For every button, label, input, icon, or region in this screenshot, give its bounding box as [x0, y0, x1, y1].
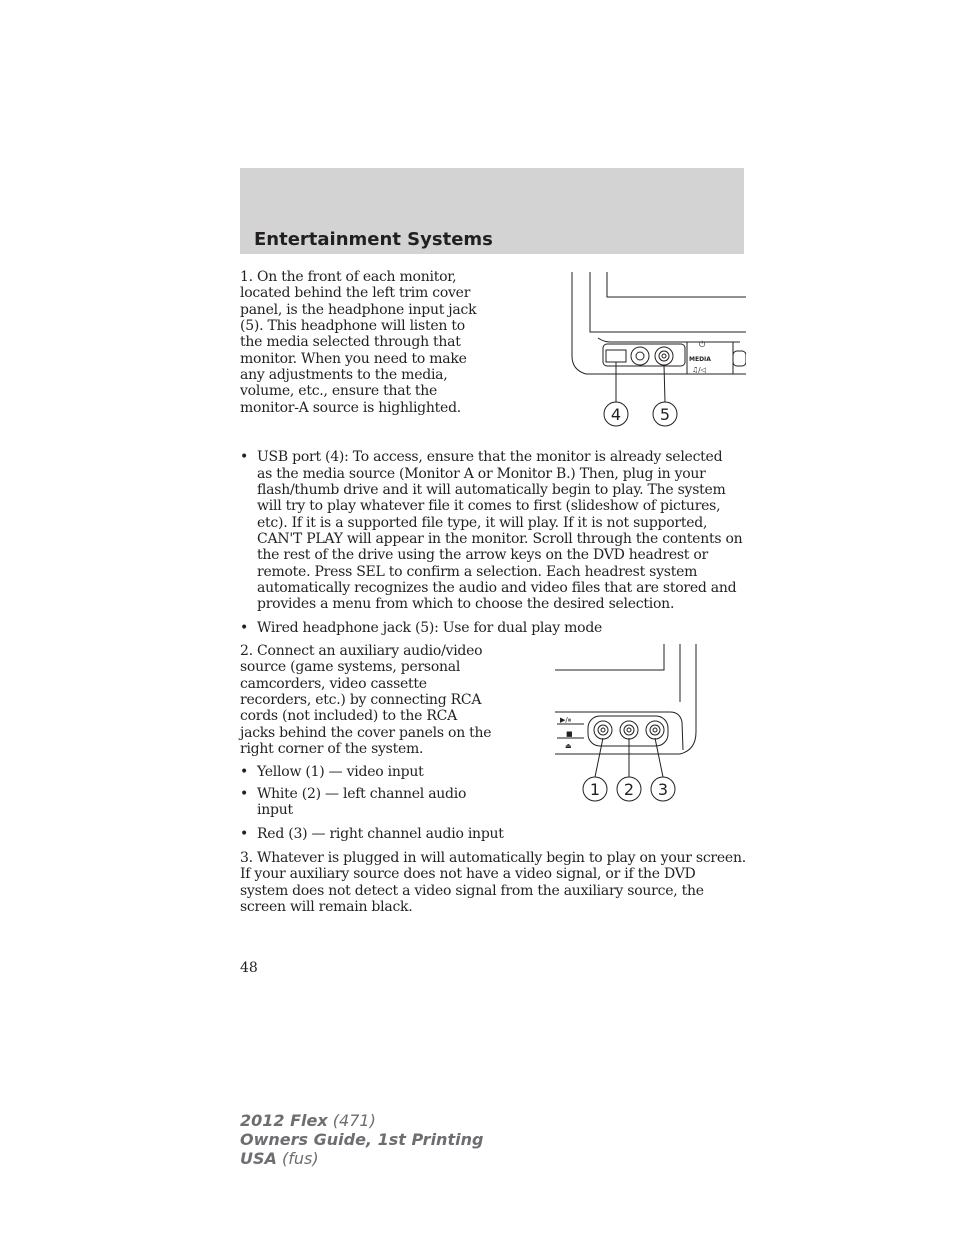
text-line: recorders, etc.) by connecting RCA — [240, 692, 482, 708]
text-line: remote. Press SEL to confirm a selection. Each headrest system — [257, 564, 698, 580]
rca-jacks-illustration — [552, 642, 704, 806]
footer-region: USA — [240, 1149, 277, 1168]
text-line: input — [257, 802, 293, 818]
bullet-glyph: • — [240, 620, 249, 636]
text-line: the rest of the drive using the arrow keys on the DVD headrest or — [257, 547, 708, 563]
bullet-glyph: • — [240, 786, 249, 802]
footer-line-2 — [240, 1130, 483, 1149]
text-line: 2. Connect an auxiliary audio/video — [240, 643, 483, 659]
svg-text:■: ■ — [566, 730, 573, 738]
text-line: will try to play whatever file it comes to first (slideshow of pictures, — [257, 498, 721, 514]
callout-1: 1 — [589, 780, 601, 799]
document-footer — [240, 1111, 483, 1168]
text-line: cords (not included) to the RCA — [240, 708, 457, 724]
bullet-glyph: • — [240, 826, 249, 842]
text-line: camcorders, video cassette — [240, 676, 427, 692]
text-line: screen will remain black. — [240, 899, 413, 915]
text-line: system does not detect a video signal from the auxiliary source, the — [240, 883, 704, 899]
svg-text:♫/◁: ♫/◁ — [692, 366, 707, 374]
section-title: Entertainment Systems — [254, 229, 493, 250]
text-line: flash/thumb drive and it will automatically begin to play. The system — [257, 482, 726, 498]
monitor-front-illustration — [570, 270, 746, 430]
text-line: CAN'T PLAY will appear in the monitor. Scroll through the contents on — [257, 531, 743, 547]
text-line: If your auxiliary source does not have a video signal, or if the DVD — [240, 866, 696, 882]
callout-5: 5 — [659, 405, 671, 424]
footer-code: (471) — [332, 1111, 376, 1130]
text-line: 3. Whatever is plugged in will automatically begin to play on your screen. — [240, 850, 746, 866]
text-line: jacks behind the cover panels on the — [240, 725, 492, 741]
text-line: White (2) — left channel audio — [257, 786, 467, 802]
footer-line-1 — [240, 1111, 483, 1130]
callout-3: 3 — [657, 780, 669, 799]
footer-model: 2012 Flex — [240, 1111, 328, 1130]
bullet-glyph: • — [240, 764, 249, 780]
text-line: automatically recognizes the audio and video files that are stored and — [257, 580, 737, 596]
section-header — [240, 168, 744, 254]
callout-4: 4 — [610, 405, 622, 424]
text-line: the media selected through that — [240, 334, 461, 350]
text-line: Wired headphone jack (5): Use for dual play mode — [257, 620, 603, 636]
text-line: Red (3) — right channel audio input — [257, 826, 504, 842]
footer-guide: Owners Guide, 1st Printing — [240, 1130, 484, 1149]
page-number: 48 — [240, 960, 258, 976]
text-line: right corner of the system. — [240, 741, 424, 757]
svg-text:⏻: ⏻ — [699, 340, 706, 349]
callout-2: 2 — [623, 780, 635, 799]
footer-line-3 — [240, 1149, 483, 1168]
text-line: provides a menu from which to choose the desired selection. — [257, 596, 675, 612]
footer-region-code: (fus) — [282, 1149, 319, 1168]
text-line: as the media source (Monitor A or Monitor B.) Then, plug in your — [257, 466, 706, 482]
text-line: any adjustments to the media, — [240, 367, 448, 383]
text-line: (5). This headphone will listen to — [240, 318, 465, 334]
bullet-glyph: • — [240, 449, 249, 465]
text-line: 1. On the front of each monitor, — [240, 269, 457, 285]
text-line: Yellow (1) — video input — [257, 764, 424, 780]
text-line: monitor. When you need to make — [240, 351, 467, 367]
text-line: USB port (4): To access, ensure that the monitor is already selected — [257, 449, 723, 465]
text-line: panel, is the headphone input jack — [240, 302, 477, 318]
text-line: etc). If it is a supported file type, it will play. If it is not supported, — [257, 515, 708, 531]
text-line: monitor-A source is highlighted. — [240, 400, 461, 416]
text-line: volume, etc., ensure that the — [240, 383, 438, 399]
media-label: MEDIA — [689, 356, 711, 363]
text-line: located behind the left trim cover — [240, 285, 471, 301]
svg-text:⏏: ⏏ — [565, 742, 572, 750]
svg-text:▶/⏸: ▶/⏸ — [560, 716, 572, 724]
text-line: source (game systems, personal — [240, 659, 461, 675]
